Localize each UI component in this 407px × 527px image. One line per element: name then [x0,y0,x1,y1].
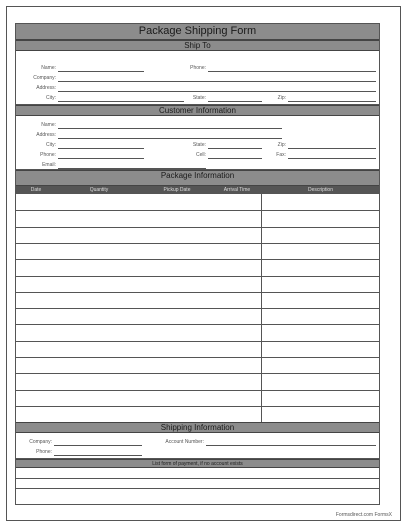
ship-to-address-label: Address: [36,85,56,91]
customer-section [16,116,379,170]
shipping-company-label: Company: [29,439,52,445]
table-row[interactable] [16,227,379,228]
payment-heading: List form of payment, if no account exists [152,461,243,467]
account-number-label: Account Number: [165,439,204,445]
customer-email-field[interactable] [58,168,206,169]
ship-to-heading: Ship To [184,41,211,50]
package-header [16,170,379,186]
customer-city-label: City: [46,142,56,148]
ship-to-address-field[interactable] [58,91,376,92]
package-heading: Package Information [160,171,235,180]
customer-address-field[interactable] [58,138,282,139]
ship-to-state-field[interactable] [208,101,262,102]
customer-phone-label: Phone: [40,152,56,158]
customer-address-label: Address: [36,132,56,138]
shipping-form [15,23,380,505]
ship-to-city-field[interactable] [58,101,184,102]
table-row[interactable] [16,373,379,374]
ship-to-company-label: Company: [33,75,56,81]
customer-cell-field[interactable] [208,158,262,159]
description-divider [261,194,262,422]
table-row[interactable] [16,292,379,293]
customer-heading: Customer Information [159,106,236,115]
payment-line-2[interactable] [16,488,379,489]
ship-to-header [16,40,379,51]
customer-zip-label: Zip: [277,142,286,148]
footer-credit: Formsdirect.com FormsX [335,512,392,518]
customer-zip-field[interactable] [288,148,376,149]
ship-to-name-label: Name: [41,65,56,71]
ship-to-phone-label: Phone: [190,65,206,71]
payment-line-1[interactable] [16,478,379,479]
ship-to-state-label: State: [192,95,206,101]
ship-to-section [16,51,379,105]
package-table-header [16,186,379,194]
table-row[interactable] [16,390,379,391]
customer-phone-field[interactable] [58,158,144,159]
account-number-field[interactable] [206,445,376,446]
table-row[interactable] [16,210,379,211]
customer-header [16,105,379,116]
table-row[interactable] [16,308,379,309]
ship-to-company-field[interactable] [58,81,376,82]
ship-to-city-label: City: [46,95,56,101]
customer-cell-label: Cell: [195,152,206,158]
table-row[interactable] [16,341,379,342]
table-row[interactable] [16,324,379,325]
column-date: Date [30,187,42,193]
column-description: Description [307,187,333,193]
table-row[interactable] [16,276,379,277]
form-title [16,24,379,40]
ship-to-zip-label: Zip: [277,95,286,101]
table-row[interactable] [16,357,379,358]
customer-name-field[interactable] [58,128,282,129]
column-arrival-time: Arrival Time [223,187,251,193]
table-row[interactable] [16,406,379,407]
ship-to-phone-field[interactable] [208,71,376,72]
customer-name-label: Name: [41,122,56,128]
shipping-header [16,422,379,433]
table-row[interactable] [16,243,379,244]
customer-state-field[interactable] [208,148,262,149]
customer-fax-label: Fax: [276,152,286,158]
shipping-phone-label: Phone: [36,449,52,455]
column-pickup-date: Pickup Date [163,187,191,193]
shipping-company-field[interactable] [54,445,142,446]
customer-city-field[interactable] [58,148,144,149]
ship-to-name-field[interactable] [58,71,144,72]
shipping-heading: Shipping Information [160,423,235,432]
page-border [6,6,401,521]
form-title-text: Package Shipping Form [138,25,257,37]
payment-header [16,459,379,468]
column-quantity: Quantity [89,187,109,193]
shipping-phone-field[interactable] [54,455,142,456]
customer-fax-field[interactable] [288,158,376,159]
table-row[interactable] [16,259,379,260]
shipping-section [16,433,379,459]
customer-email-label: Email: [42,162,56,168]
ship-to-zip-field[interactable] [288,101,376,102]
customer-state-label: State: [192,142,206,148]
